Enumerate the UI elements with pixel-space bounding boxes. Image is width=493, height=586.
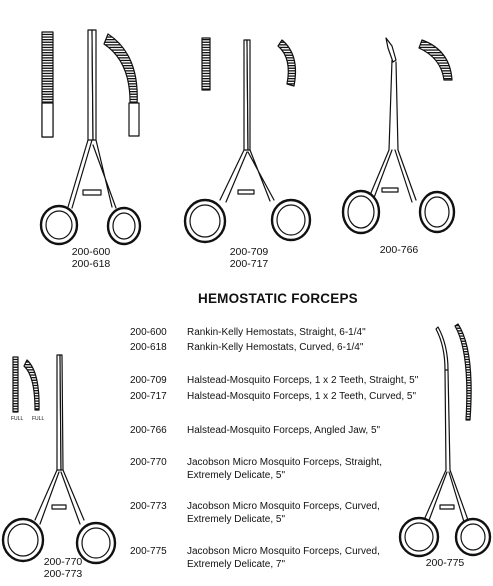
illustration-label-c	[374, 244, 424, 256]
product-code: 200-717	[130, 391, 167, 402]
product-description: Halstead-Mosquito Forceps, Angled Jaw, 5"	[187, 425, 381, 436]
product-code: 200-618	[130, 342, 167, 353]
forceps-micro-curved-e	[400, 324, 490, 556]
product-code: 200-770	[130, 457, 167, 468]
page-title: HEMOSTATIC FORCEPS	[198, 291, 358, 306]
product-code: 200-775	[130, 546, 167, 557]
product-description: Halstead-Mosquito Forceps, 1 x 2 Teeth, Curved, 5"	[187, 391, 417, 402]
illustration-code: 200-618	[71, 258, 111, 270]
product-description: Jacobson Micro Mosquito Forceps, Straight, Extremely Delicate, 5"	[187, 457, 383, 481]
illustration-code: 200-775	[425, 557, 465, 569]
illustration-code: 200-600	[71, 246, 111, 258]
illustration-code: 200-773	[43, 568, 83, 580]
forceps-micro-d	[3, 355, 115, 563]
product-code: 200-766	[130, 425, 167, 436]
forceps-angled-c	[343, 38, 454, 233]
illustration-code: 200-717	[229, 258, 269, 270]
forceps-straight-curved-b	[185, 38, 310, 242]
product-code: 200-773	[130, 501, 167, 512]
illustration-code: 200-766	[379, 244, 419, 256]
illustration-label-a	[66, 246, 116, 270]
product-description: Rankin-Kelly Hemostats, Straight, 6-1/4"	[187, 327, 366, 338]
illustration-label-e	[420, 557, 470, 569]
illustration-code: 200-770	[43, 556, 83, 568]
product-description: Rankin-Kelly Hemostats, Curved, 6-1/4"	[187, 342, 364, 353]
product-code: 200-709	[130, 375, 167, 386]
product-description: Jacobson Micro Mosquito Forceps, Curved, Extremely Delicate, 5"	[187, 501, 380, 525]
tip-mark-2: FULL	[32, 416, 45, 422]
illustration-label-d	[38, 556, 88, 580]
forceps-straight-curved-a	[41, 30, 140, 244]
illustration-code: 200-709	[229, 246, 269, 258]
tip-mark-1: FULL	[11, 416, 24, 422]
product-description: Halstead-Mosquito Forceps, 1 x 2 Teeth, Straight, 5"	[187, 375, 419, 386]
product-code: 200-600	[130, 327, 167, 338]
product-description: Jacobson Micro Mosquito Forceps, Curved, Extremely Delicate, 7"	[187, 546, 380, 570]
illustration-label-b	[224, 246, 274, 270]
